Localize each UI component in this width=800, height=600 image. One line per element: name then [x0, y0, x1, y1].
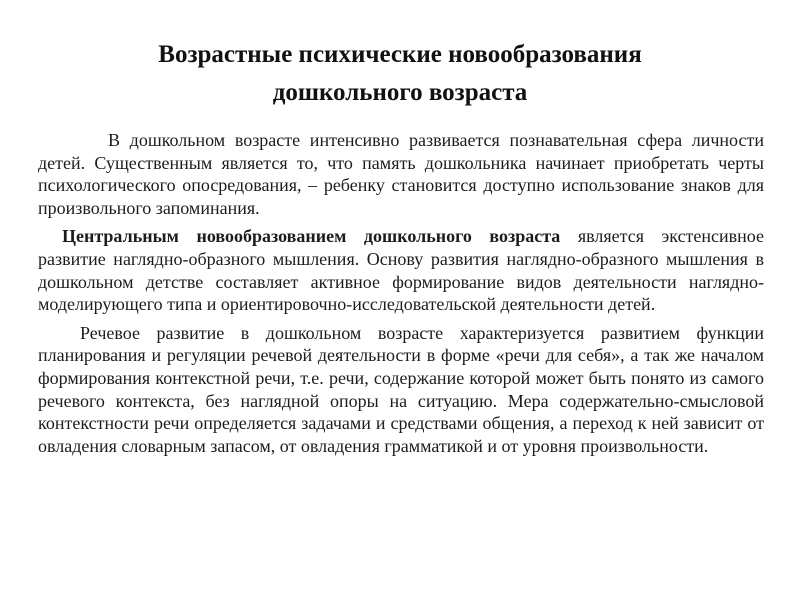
paragraph-2-bold-lead: Центральным новообразованием дошкольного возраста — [62, 226, 561, 247]
paragraph-1-text: В дошкольном возрасте интенсивно развивается познавательная сфера личности детей. Существенным является то, что память дошкольника начинает приобретать черты психологического опосредования, – ребенку становится доступно использование знаков для произвольного запоминания. — [38, 130, 764, 218]
slide-title — [60, 36, 740, 112]
paragraph-3-text: Речевое развитие в дошкольном возрасте характеризуется развитием функции планирования и регуляции речевой деятельности в форме «речи для себя», а так же началом формирования контекстной речи, т.е. речи, содержание которой может быть понято из самого речевого контекста, без наглядной опоры на ситуацию. Мера содержательно-смысловой контекстности речи определяется задачами и средствами общения, а переход к ней зависит от овладения словарным запасом, от овладения грамматикой и от уровня произвольности. — [38, 322, 764, 456]
slide-title-line-1: Возрастные психические новообразования — [158, 41, 642, 68]
slide-body — [38, 129, 764, 463]
paragraph-cognitive-sphere — [38, 129, 764, 219]
paragraph-2-text: является экстенсивное развитие наглядно-образного мышления. Основу развития наглядно-образного мышления в дошкольном детстве составляет активное формирование видов деятельности наглядно-моделирующего типа и ориентировочно-исследовательской деятельности детей. — [38, 226, 765, 315]
paragraph-central-neoformation — [38, 225, 764, 315]
slide-title-line-2: дошкольного возраста — [272, 79, 528, 106]
paragraph-speech-development — [38, 322, 764, 458]
